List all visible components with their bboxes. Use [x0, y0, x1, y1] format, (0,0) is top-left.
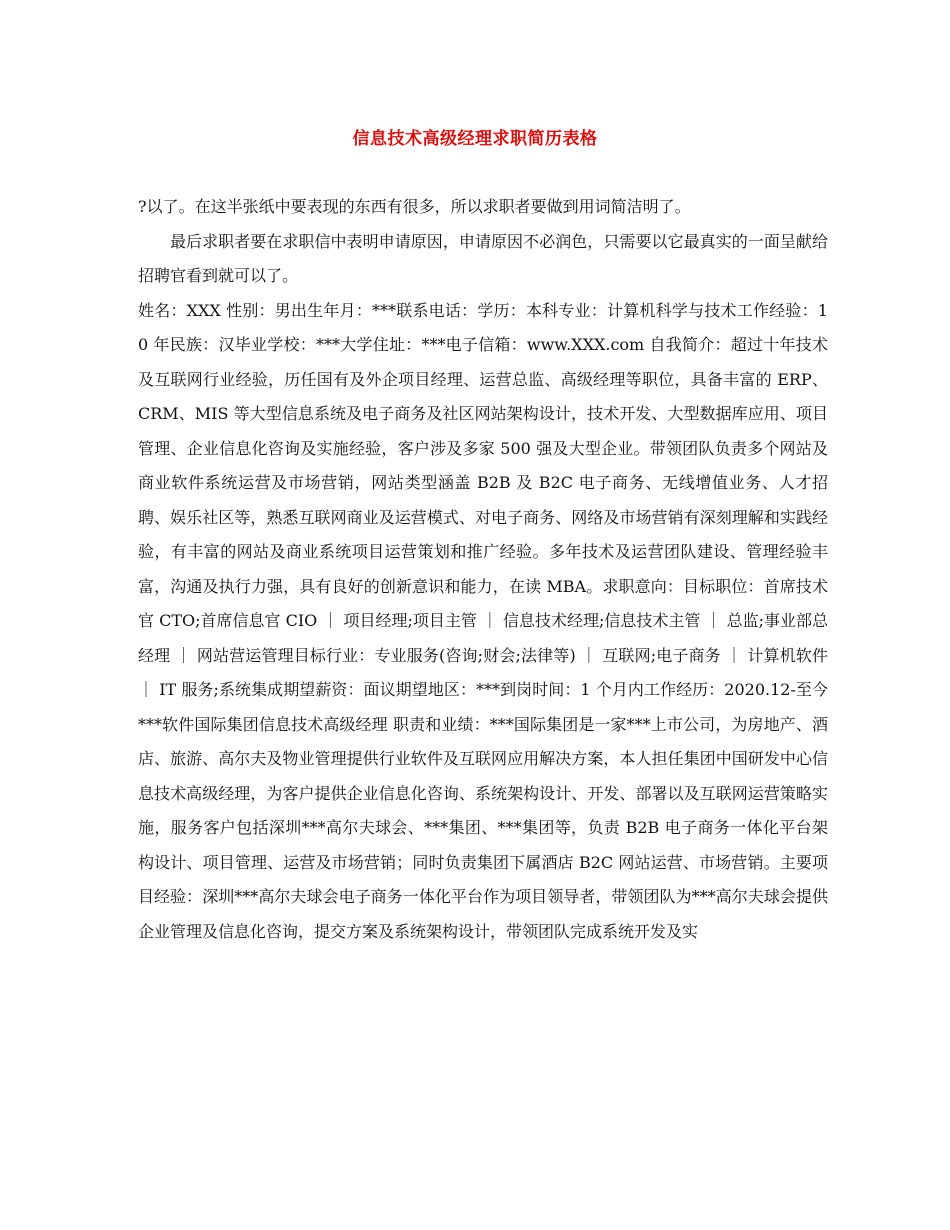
document-body	[138, 190, 828, 949]
document-title: 信息技术高级经理求职简历表格	[352, 129, 598, 149]
paragraph-resume-body: 姓名：XXX 性别：男出生年月：***联系电话：学历：本科专业：计算机科学与技术工作经验：10 年民族：汉毕业学校：***大学住址：***电子信箱：www.XXX.com 自我简介：超过十年技术及互联网行业经验，历任国有及外企项目经理、运营总监、高级经理等职位，具备丰富的 ERP、CRM、MIS 等大型信息系统及电子商务及社区网站架构设计，技术开发、大型数据库应用、项目管理、企业信息化咨询及实施经验，客户涉及多家 500 强及大型企业。带领团队负责多个网站及商业软件系统运营及市场营销，网站类型涵盖 B2B 及 B2C 电子商务、无线增值业务、人才招聘、娱乐社区等，熟悉互联网商业及运营模式、对电子商务、网络及市场营销有深刻理解和实践经验，有丰富的网站及商业系统项目运营策划和推广经验。多年技术及运营团队建设、管理经验丰富，沟通及执行力强，具有良好的创新意识和能力，在读 MBA。求职意向：目标职位：首席技术官 CTO;首席信息官 CIO ｜ 项目经理;项目主管 ｜ 信息技术经理;信息技术主管 ｜ 总监;事业部总经理 ｜ 网站营运管理目标行业：专业服务(咨询;财会;法律等) ｜ 互联网;电子商务 ｜ 计算机软件 ｜ IT 服务;系统集成期望薪资：面议期望地区：***到岗时间：1 个月内工作经历：2020.12-至今***软件国际集团信息技术高级经理 职责和业绩：***国际集团是一家***上市公司，为房地产、酒店、旅游、高尔夫及物业管理提供行业软件及互联网应用解决方案，本人担任集团中国研发中心信息技术高级经理，为客户提供企业信息化咨询、系统架构设计、开发、部署以及互联网运营策略实施，服务客户包括深圳***高尔夫球会、***集团、***集团等，负责 B2B 电子商务一体化平台架构设计、项目管理、运营及市场营销；同时负责集团下属酒店 B2C 网站运营、市场营销。主要项目经验：深圳***高尔夫球会电子商务一体化平台作为项目领导者，带领团队为***高尔夫球会提供企业管理及信息化咨询，提交方案及系统架构设计，带领团队完成系统开发及实	[138, 300, 828, 941]
paragraph-intro-continuation: ?以了。在这半张纸中要表现的东西有很多，所以求职者要做到用词简洁明了。	[138, 197, 691, 216]
paragraph-application-reason: 最后求职者要在求职信中表明申请原因，申请原因不必润色，只需要以它最真实的一面呈献给招聘官看到就可以了。	[138, 231, 828, 285]
